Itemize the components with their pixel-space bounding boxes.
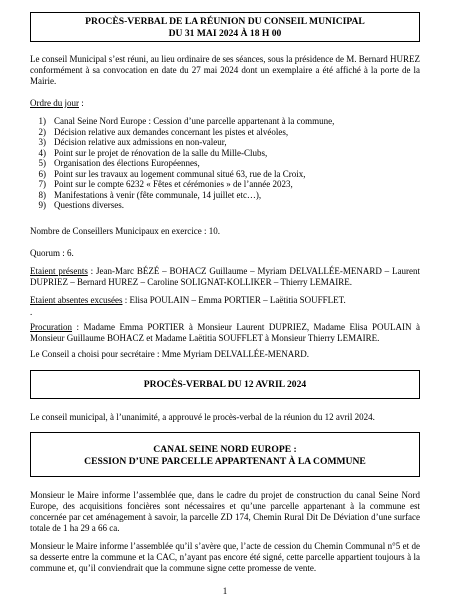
agenda-item-text: Manifestations à venir (fête communale, 14 juillet etc…), — [54, 189, 262, 200]
pv-box-title: PROCÈS-VERBAL DU 12 AVRIL 2024 — [143, 379, 307, 390]
canal-box — [30, 432, 420, 477]
agenda-item-number: 1) — [38, 116, 46, 126]
page-number: 1 — [222, 586, 228, 596]
canal-box-line-1: CANAL SEINE NORD EUROPE : — [153, 444, 297, 455]
agenda-title-suffix: : — [79, 98, 84, 108]
agenda-item-text: Point sur le compte 6232 « Fêtes et cérémonies » de l’année 2023, — [54, 179, 293, 189]
excused-text: : Elisa POULAIN – Emma PORTIER – Laëtitia SOUFFLET. — [122, 295, 346, 305]
agenda-item — [30, 148, 420, 159]
present-label: Etaient présents — [30, 266, 88, 276]
agenda-heading — [30, 98, 420, 109]
agenda-item-number: 2) — [38, 126, 46, 137]
title-line-2: DU 31 MAI 2024 À 18 H 00 — [168, 28, 282, 39]
secretary: Le Conseil a choisi pour secrétaire : Mme Myriam DELVALLÉE-MENARD. — [30, 349, 309, 359]
stray-dot: . — [30, 307, 33, 317]
agenda-item-text: Canal Seine Nord Europe : Cession d’une parcelle appartenant à la commune, — [54, 116, 335, 126]
agenda-item-text: Point sur les travaux au logement communal situé 63, rue de la Croix, — [54, 168, 306, 179]
agenda-item — [30, 200, 420, 211]
canal-box-line-2: CESSION D’UNE PARCELLE APPARTENANT À LA COMMUNE — [84, 456, 366, 467]
intro-paragraph: Le conseil Municipal s’est réuni, au lieu ordinaire de ses séances, sous la présidence de M. Bernard HUREZ conformément à sa convocation en date du 27 mai 2024 dont un exemplaire a été affiché à la porte de la Mairie. — [30, 54, 420, 86]
agenda-item-number: 8) — [38, 189, 46, 200]
agenda-item — [30, 116, 420, 127]
agenda-title: Ordre du jour — [30, 98, 79, 108]
present-text: : Jean-Marc BÉZÉ – BOHACZ Guillaume – Myriam DELVALLÉE-MENARD – Laurent DUPRIEZ – Bernard HUREZ – Caroline SOLIGNAT-KOLLIKER – Thierry LEMAIRE. — [30, 266, 420, 287]
pv-approval: Le conseil municipal, à l’unanimité, a approuvé le procès-verbal de la réunion du 12 avril 2024. — [30, 412, 375, 422]
canal-paragraph-1: Monsieur le Maire informe l’assemblée que, dans le cadre du projet de construction du canal Seine Nord Europe, des acquisitions foncières sont nécessaires et qu’une parcelle appartenant à la commune est concernée par cet aménagement à savoir, la parcelle ZD 174, Chemin Rural Dit De Déviation d’une surface totale de 1 ha 29 a 66 ca. — [30, 490, 420, 533]
pv-box — [30, 370, 420, 399]
proxy-text: : Madame Emma PORTIER à Monsieur Laurent DUPRIEZ, Madame Elisa POULAIN à Monsieur Guillaume BOHACZ et Madame Laëtitia SOUFFLET à Monsieur Thierry LEMAIRE. — [30, 322, 420, 343]
excused-members — [30, 295, 420, 306]
agenda-item-text: Décision relative aux admissions en non-valeur, — [54, 137, 227, 147]
excused-label: Etaient absentes excusées — [30, 295, 123, 305]
present-members — [30, 266, 420, 288]
canal-paragraph-2: Monsieur le Maire informe l’assemblée qu’il s’avère que, l’acte de cession du Chemin Communal n°5 et de sa desserte entre la commune et la CAC, n’ayant pas encore été signé, cette parcelle appartient toujours à la commune et, qu’il conviendrait que la commune signe cette promesse de vente. — [30, 541, 420, 573]
agenda-item — [30, 169, 420, 180]
agenda-item-number: 9) — [38, 200, 46, 210]
agenda-item-number: 4) — [38, 147, 46, 158]
agenda-item-number: 3) — [38, 137, 46, 147]
agenda-item — [30, 137, 420, 148]
agenda-item-number: 7) — [38, 179, 46, 189]
agenda-item-text: Décision relative aux demandes concernant les pistes et alvéoles, — [54, 126, 289, 137]
agenda-item — [30, 158, 420, 169]
agenda-list — [30, 116, 420, 211]
title-box — [30, 12, 420, 42]
agenda-item-text: Point sur le projet de rénovation de la salle du Mille-Clubs, — [54, 147, 268, 158]
title-line-1: PROCÈS-VERBAL DE LA RÉUNION DU CONSEIL MUNICIPAL — [85, 16, 365, 27]
agenda-item — [30, 179, 420, 190]
agenda-item-text: Organisation des élections Européennes, — [54, 158, 200, 168]
proxies — [30, 322, 420, 344]
agenda-item — [30, 127, 420, 138]
agenda-item — [30, 190, 420, 201]
quorum: Quorum : 6. — [30, 248, 74, 258]
agenda-item-number: 6) — [38, 168, 46, 179]
agenda-item-number: 5) — [38, 158, 46, 168]
councillors-count: Nombre de Conseillers Municipaux en exercice : 10. — [30, 226, 220, 236]
agenda-item-text: Questions diverses. — [54, 200, 124, 210]
proxy-label: Procuration — [30, 322, 72, 332]
